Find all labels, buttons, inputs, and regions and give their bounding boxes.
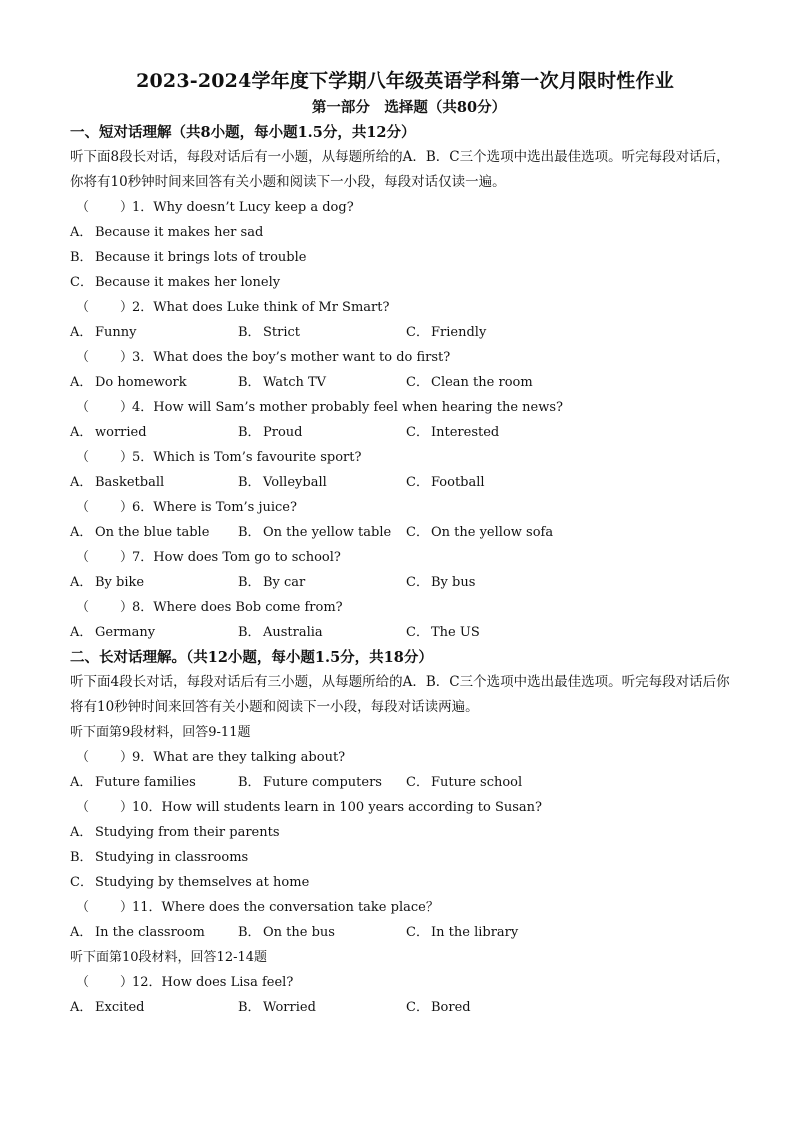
- option-text: Future families: [95, 775, 196, 790]
- option-text: Studying in classrooms: [95, 850, 249, 865]
- option-letter: A．: [70, 625, 93, 640]
- question-text: What does the boy’s mother want to do first?: [153, 350, 451, 365]
- option-letter: A．: [70, 525, 93, 540]
- option-row: [70, 520, 730, 545]
- option: [238, 920, 406, 945]
- answer-blank: [70, 295, 132, 320]
- question-text: How does Tom go to school?: [153, 550, 341, 565]
- option: [70, 320, 238, 345]
- answer-blank: [70, 795, 132, 820]
- question-number: 9．: [132, 750, 154, 765]
- option: [238, 470, 406, 495]
- option-text: Proud: [263, 425, 303, 440]
- option: [238, 320, 406, 345]
- option-text: Bored: [431, 1000, 471, 1015]
- option: [70, 620, 238, 645]
- option-text: In the library: [431, 925, 519, 940]
- option: [238, 570, 406, 595]
- option-text: On the yellow table: [263, 525, 392, 540]
- question-text: Where is Tom’s juice?: [153, 500, 297, 515]
- section2-questions-b: [70, 970, 730, 1020]
- option-letter: B．: [238, 375, 261, 390]
- question-number: 6．: [132, 500, 154, 515]
- option: [406, 420, 574, 445]
- option-line: [70, 845, 730, 870]
- question-text: How will students learn in 100 years according to Susan?: [161, 800, 543, 815]
- option-line: [70, 820, 730, 845]
- question-text: What are they talking about?: [153, 750, 346, 765]
- answer-blank: [70, 345, 132, 370]
- option-letter: C．: [406, 625, 429, 640]
- option-letter: B．: [238, 1000, 261, 1015]
- option-line: [70, 245, 730, 270]
- option-line: [70, 220, 730, 245]
- paren-left: （: [76, 200, 90, 215]
- question-line: [70, 445, 730, 470]
- option-text: Australia: [263, 625, 323, 640]
- paren-left: （: [76, 300, 90, 315]
- answer-blank: [70, 745, 132, 770]
- option-letter: A．: [70, 425, 93, 440]
- paren-right: ）: [120, 500, 134, 515]
- option-row: [70, 570, 730, 595]
- question-text: Where does the conversation take place？: [161, 900, 439, 915]
- option: [70, 920, 238, 945]
- question-text: How will Sam’s mother probably feel when hearing the news?: [153, 400, 563, 415]
- question-text: Why doesn’t Lucy keep a dog?: [153, 200, 354, 215]
- question-number: 2．: [132, 300, 154, 315]
- option-letter: C．: [406, 375, 429, 390]
- option-letter: A．: [70, 225, 93, 240]
- paren-right: ）: [120, 550, 134, 565]
- option-row: [70, 370, 730, 395]
- paren-left: （: [76, 450, 90, 465]
- option-text: On the blue table: [95, 525, 210, 540]
- option-letter: B．: [238, 925, 261, 940]
- option-letter: C．: [70, 275, 93, 290]
- section1-instruction: 听下面8段长对话，每段对话后有一小题，从每题所给的A．B．C三个选项中选出最佳选项。听完每段对话后，你将有10秒钟时间来回答有关小题和阅读下一小段，每段对话仅读一遍。: [70, 149, 730, 190]
- option: [238, 620, 406, 645]
- option-letter: C．: [406, 425, 429, 440]
- paren-right: ）: [120, 975, 134, 990]
- option: [406, 995, 574, 1020]
- option-line: [70, 270, 730, 295]
- paren-right: ）: [120, 300, 134, 315]
- option-letter: B．: [238, 475, 261, 490]
- option-row: [70, 770, 730, 795]
- option-text: Germany: [95, 625, 156, 640]
- question-number: 1．: [132, 200, 154, 215]
- option-text: Football: [431, 475, 485, 490]
- option-letter: A．: [70, 775, 93, 790]
- option: [406, 370, 574, 395]
- option-letter: C．: [406, 325, 429, 340]
- option-letter: C．: [406, 775, 429, 790]
- page-title: 2023-2024学年度下学期八年级英语学科第一次月限时性作业: [136, 70, 674, 92]
- question-number: 7．: [132, 550, 154, 565]
- option: [406, 470, 574, 495]
- option: [238, 370, 406, 395]
- option-line: [70, 870, 730, 895]
- answer-blank: [70, 595, 132, 620]
- option-text: Studying from their parents: [95, 825, 280, 840]
- question-number: 4．: [132, 400, 154, 415]
- option-text: Studying by themselves at home: [95, 875, 310, 890]
- section2-instruction: 听下面4段长对话，每段对话后有三小题，从每题所给的A．B．C三个选项中选出最佳选项。听完每段对话后你将有10秒钟时间来回答有关小题和阅读下一小段，每段对话读两遍。: [70, 674, 730, 715]
- paren-right: ）: [120, 900, 134, 915]
- paren-left: （: [76, 600, 90, 615]
- option-letter: C．: [406, 1000, 429, 1015]
- option: [70, 470, 238, 495]
- question-number: 11．: [132, 900, 162, 915]
- question-number: 5．: [132, 450, 154, 465]
- option-text: On the yellow sofa: [431, 525, 554, 540]
- option-text: Do homework: [95, 375, 187, 390]
- option-letter: B．: [70, 250, 93, 265]
- option-letter: C．: [406, 925, 429, 940]
- option-letter: B．: [238, 525, 261, 540]
- option-text: Volleyball: [263, 475, 327, 490]
- option-text: Basketball: [95, 475, 165, 490]
- option-text: Because it brings lots of trouble: [95, 250, 307, 265]
- option-text: By bike: [95, 575, 145, 590]
- question-line: [70, 295, 730, 320]
- option-text: Funny: [95, 325, 137, 340]
- option-row: [70, 420, 730, 445]
- option: [406, 570, 574, 595]
- option-letter: C．: [406, 475, 429, 490]
- option-row: [70, 320, 730, 345]
- question-line: [70, 395, 730, 420]
- question-text: Which is Tom’s favourite sport?: [153, 450, 362, 465]
- question-number: 3．: [132, 350, 154, 365]
- option: [70, 995, 238, 1020]
- option-text: Future computers: [263, 775, 382, 790]
- option-text: By bus: [431, 575, 476, 590]
- option-text: worried: [95, 425, 147, 440]
- paren-left: （: [76, 500, 90, 515]
- option-text: Clean the room: [431, 375, 533, 390]
- option-letter: A．: [70, 475, 93, 490]
- question-line: [70, 545, 730, 570]
- option-letter: B．: [238, 425, 261, 440]
- paren-right: ）: [120, 350, 134, 365]
- option-text: Watch TV: [263, 375, 327, 390]
- paren-right: ）: [120, 400, 134, 415]
- paren-left: （: [76, 750, 90, 765]
- answer-blank: [70, 495, 132, 520]
- option-letter: B．: [238, 625, 261, 640]
- paren-left: （: [76, 800, 90, 815]
- option-text: Interested: [431, 425, 500, 440]
- paren-right: ）: [120, 750, 134, 765]
- question-number: 12．: [132, 975, 162, 990]
- option: [406, 920, 574, 945]
- question-number: 10．: [132, 800, 162, 815]
- option-text: Future school: [431, 775, 523, 790]
- option-text: The US: [431, 625, 480, 640]
- option-letter: A．: [70, 925, 93, 940]
- question-line: [70, 745, 730, 770]
- section2-questions-a: [70, 745, 730, 945]
- option: [406, 320, 574, 345]
- paren-right: ）: [120, 200, 134, 215]
- option-text: Because it makes her sad: [95, 225, 264, 240]
- question-line: [70, 795, 730, 820]
- option: [238, 420, 406, 445]
- part-subtitle: 第一部分 选择题（共80分）: [311, 99, 507, 116]
- option: [238, 770, 406, 795]
- answer-blank: [70, 970, 132, 995]
- option-letter: A．: [70, 1000, 93, 1015]
- option-text: In the classroom: [95, 925, 205, 940]
- question-line: [70, 970, 730, 995]
- option: [70, 370, 238, 395]
- section1-questions: [70, 195, 730, 645]
- option: [70, 770, 238, 795]
- option-text: Because it makes her lonely: [95, 275, 281, 290]
- answer-blank: [70, 445, 132, 470]
- option: [70, 420, 238, 445]
- paren-left: （: [76, 900, 90, 915]
- option-letter: A．: [70, 325, 93, 340]
- question-line: [70, 895, 730, 920]
- option-text: Strict: [263, 325, 301, 340]
- option: [238, 995, 406, 1020]
- paren-right: ）: [120, 800, 134, 815]
- option-letter: B．: [70, 850, 93, 865]
- section1-heading: 一、短对话理解（共8小题，每小题1.5分，共12分）: [70, 124, 416, 141]
- answer-blank: [70, 545, 132, 570]
- option-row: [70, 470, 730, 495]
- question-line: [70, 595, 730, 620]
- group10-note: 听下面第10段材料，回答12-14题: [70, 950, 268, 965]
- option-letter: C．: [406, 575, 429, 590]
- answer-blank: [70, 395, 132, 420]
- paren-left: （: [76, 400, 90, 415]
- option: [406, 520, 574, 545]
- option-row: [70, 920, 730, 945]
- answer-blank: [70, 895, 132, 920]
- option-letter: C．: [70, 875, 93, 890]
- answer-blank: [70, 195, 132, 220]
- paren-right: ）: [120, 600, 134, 615]
- paren-right: ）: [120, 450, 134, 465]
- option-letter: B．: [238, 775, 261, 790]
- question-line: [70, 195, 730, 220]
- paren-left: （: [76, 350, 90, 365]
- option: [70, 520, 238, 545]
- group9-note: 听下面第9段材料，回答9-11题: [70, 725, 251, 740]
- question-text: What does Luke think of Mr Smart?: [153, 300, 390, 315]
- option: [406, 770, 574, 795]
- option-text: Worried: [263, 1000, 316, 1015]
- exam-page: [70, 66, 730, 1020]
- section2-heading: 二、长对话理解。（共12小题，每小题1.5分，共18分）: [70, 649, 433, 666]
- option: [70, 570, 238, 595]
- option-letter: B．: [238, 325, 261, 340]
- question-line: [70, 495, 730, 520]
- question-number: 8．: [132, 600, 154, 615]
- question-line: [70, 345, 730, 370]
- question-text: Where does Bob come from?: [153, 600, 343, 615]
- option-row: [70, 620, 730, 645]
- option-text: Excited: [95, 1000, 145, 1015]
- option-text: On the bus: [263, 925, 335, 940]
- option-row: [70, 995, 730, 1020]
- option-letter: A．: [70, 375, 93, 390]
- option-letter: A．: [70, 825, 93, 840]
- option: [238, 520, 406, 545]
- paren-left: （: [76, 550, 90, 565]
- paren-left: （: [76, 975, 90, 990]
- option-letter: C．: [406, 525, 429, 540]
- option-letter: B．: [238, 575, 261, 590]
- question-text: How does Lisa feel?: [161, 975, 294, 990]
- option-text: Friendly: [431, 325, 487, 340]
- option-letter: A．: [70, 575, 93, 590]
- option-text: By car: [263, 575, 306, 590]
- option: [406, 620, 574, 645]
